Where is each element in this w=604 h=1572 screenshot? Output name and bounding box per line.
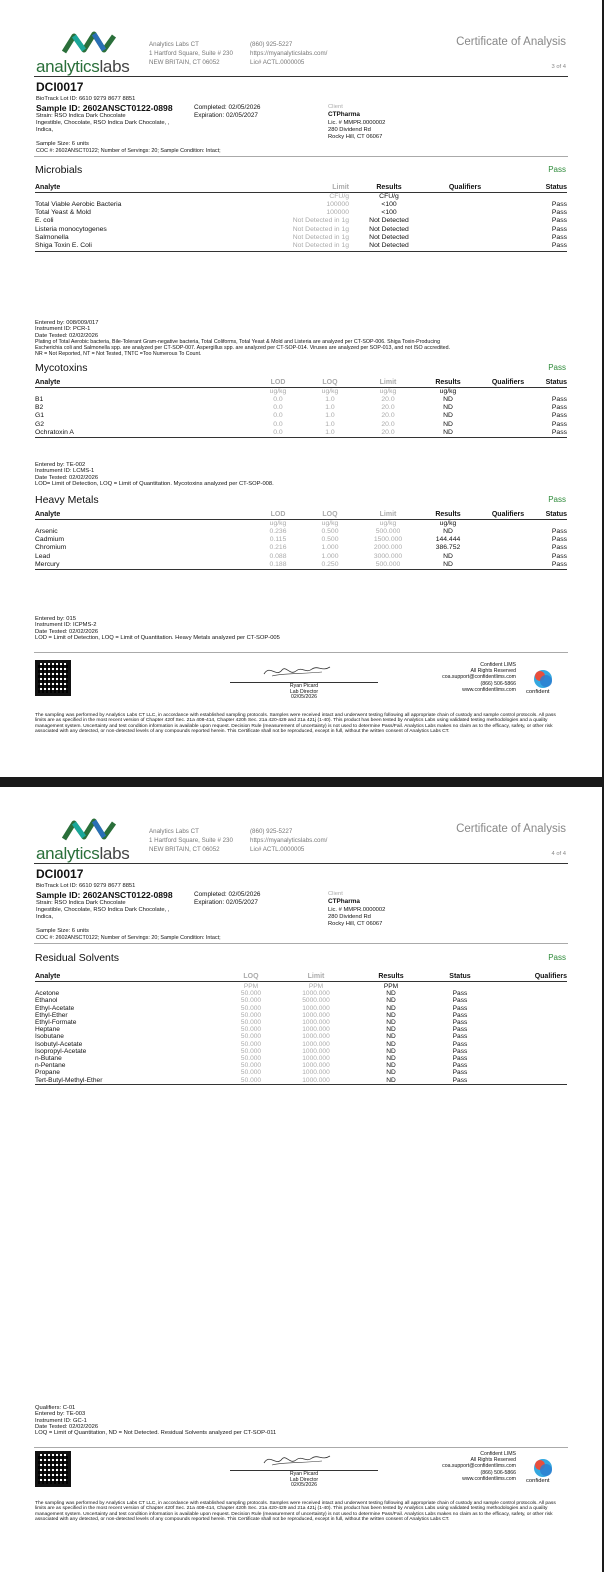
lab-address-line2: NEW BRITAIN, CT 06052	[149, 59, 220, 66]
table-cell: 1000.000	[302, 1011, 330, 1019]
col-status: Status	[537, 511, 567, 519]
table-row: Total Yeast & Mold 100000 <100 Pass	[35, 209, 567, 217]
lims-website[interactable]: www.confidentlims.com	[462, 686, 516, 693]
qr-code-icon[interactable]	[35, 1451, 71, 1487]
table-cell: ND	[386, 997, 396, 1005]
client-address2: Rocky Hill, CT 06067	[328, 134, 383, 140]
table-cell: 5000.000	[302, 997, 330, 1005]
mycotoxins-table	[35, 379, 567, 438]
table-cell: ND	[386, 1055, 396, 1063]
table-cell: ND	[386, 1019, 396, 1027]
residual-solvents-overall-status: Pass	[548, 953, 566, 962]
coc-info: COC #: 2602ANSCT0122; Number of Servings: 20; Sample Condition: Intact;	[36, 935, 221, 941]
table-cell: ND	[386, 1040, 396, 1048]
table-cell: 50.000	[240, 1011, 262, 1019]
table-row: Arsenic 0.236 0.500 500.000 ND Pass	[35, 527, 567, 535]
table-cell: Ethyl-Acetate	[35, 1004, 75, 1012]
header-divider	[34, 863, 568, 864]
table-cell: Pass	[452, 1026, 468, 1034]
completed-date: Completed: 02/05/2026	[194, 891, 261, 898]
units-row: ug/kg ug/kg ug/kg ug/kg	[269, 519, 457, 527]
table-row	[35, 1069, 567, 1076]
table-row	[35, 1048, 567, 1055]
lab-address-line1: 1 Hartford Square, Suite # 230	[149, 50, 233, 57]
matrix-line2: Indica,	[36, 914, 54, 920]
table-cell	[493, 983, 567, 990]
lab-phone: (860) 925-5227	[250, 41, 293, 48]
lims-rights: All Rights Reserved	[470, 1457, 516, 1464]
matrix-line1: Ingestible, Chocolate, RSO Indica Dark Chocolate, ,	[36, 907, 170, 913]
qr-code-icon[interactable]	[35, 660, 71, 696]
lims-name: Confident LIMS	[480, 1451, 516, 1457]
sample-size: Sample Size: 6 units	[36, 141, 89, 147]
table-cell	[493, 1019, 567, 1026]
table-cell: Pass	[452, 1076, 468, 1084]
table-cell: Tert-Butyl-Methyl-Ether	[35, 1076, 103, 1084]
table-cell	[493, 1041, 567, 1048]
table-row: E. coli Not Detected in 1g Not Detected Pass	[35, 217, 567, 225]
col-loq: LOQ	[301, 511, 359, 519]
residual-solvents-title: Residual Solvents	[35, 952, 120, 964]
page-number: 4 of 4	[551, 851, 566, 857]
product-code: DCI0017	[36, 80, 84, 94]
header-divider	[34, 76, 568, 77]
table-cell	[493, 1062, 567, 1069]
col-lod: LOD	[255, 379, 301, 387]
col-qualifiers: Qualifiers	[493, 973, 567, 981]
table-cell: Heptane	[35, 1026, 60, 1034]
table-row	[35, 1041, 567, 1048]
col-results: Results	[349, 184, 429, 192]
table-row: Mercury 0.188 0.250 500.000 ND Pass	[35, 560, 567, 568]
microbials-overall-status: Pass	[548, 165, 566, 174]
completed-date: Completed: 02/05/2026	[194, 104, 261, 111]
client-name: CTPharma	[328, 898, 360, 905]
table-row: Ochratoxin A 0.0 1.0 20.0 ND Pass	[35, 428, 567, 436]
biotrack-id: BioTrack Lot ID: 6610 9279 8677 8851	[36, 96, 136, 102]
col-loq: LOQ	[225, 973, 277, 981]
lab-address-block	[149, 40, 233, 67]
lab-name: Analytics Labs CT	[149, 828, 199, 835]
table-cell: n-Pentane	[35, 1062, 66, 1070]
lab-contact-block	[250, 827, 327, 854]
confident-logo-icon	[532, 1457, 554, 1479]
table-cell	[493, 1055, 567, 1062]
table-cell: PPM	[308, 983, 324, 990]
table-cell: Pass	[452, 1033, 468, 1041]
footer-divider	[34, 652, 568, 653]
col-status: Status	[501, 184, 567, 192]
document-title: Certificate of Analysis	[456, 823, 566, 835]
expiration-date: Expiration: 02/05/2027	[194, 899, 258, 906]
microbials-notes: Entered by: 008/009/017 Instrument ID: PCR-1 Date Tested: 02/02/2026 Plating of Total Aerobic bacteria, Bile-Tolerant Gram-negative bacteria, Total Coliforms, Total Yeast & Mold and Listeria are analyzed per CT-SOP-006. Shiga Toxin-Producing Escherichia coli and Salmonella spp. are analyzed per CT-SOP-007. Aspergillus spp. are analyzed per CT-SOP-014. Viruses are analyzed per SOP-013, and not ISO accredited. NR = Not Reported, NT = Not Tested, TNTC =Too Numerous To Count.	[35, 320, 451, 358]
table-cell: 1000.000	[302, 1047, 330, 1055]
table-cell: ND	[386, 1011, 396, 1019]
table-cell: 50.000	[240, 1076, 262, 1084]
col-status: Status	[427, 973, 493, 981]
table-cell: Ethyl-Formate	[35, 1019, 77, 1027]
expiration-date: Expiration: 02/05/2027	[194, 112, 258, 119]
col-qualifiers: Qualifiers	[479, 379, 537, 387]
table-row	[35, 1019, 567, 1026]
table-cell: ND	[386, 1047, 396, 1055]
table-row	[35, 1062, 567, 1069]
col-analyte: Analyte	[35, 184, 245, 192]
lims-contact-block	[442, 1451, 516, 1482]
table-cell: Pass	[452, 1055, 468, 1063]
table-row: Total Viable Aerobic Bacteria 100000 <100 Pass	[35, 200, 567, 208]
col-analyte: Analyte	[35, 379, 255, 387]
microbials-title: Microbials	[35, 164, 83, 176]
table-row: Salmonella Not Detected in 1g Not Detected Pass	[35, 233, 567, 241]
confident-logo-icon	[532, 668, 554, 690]
lab-phone: (860) 925-5227	[250, 828, 293, 835]
client-address1: 280 Dividend Rd	[328, 914, 371, 920]
signature-icon	[262, 1451, 332, 1469]
col-limit: Limit	[359, 511, 417, 519]
table-cell: Isobutyl-Acetate	[35, 1040, 83, 1048]
table-cell	[493, 1033, 567, 1040]
biotrack-id: BioTrack Lot ID: 6610 9279 8677 8851	[36, 883, 136, 889]
units-row: CFU/g CFU/g	[329, 192, 399, 200]
lab-website: https://myanalyticslabs.com/	[250, 50, 328, 57]
disclaimer: The sampling was performed by Analytics Labs CT LLC, in accordance with established sampling protocols. Samples were received intact and underwent testing following all appropriate chain of custody and sample control protocols. All pass limits are as specified in the most recent version of Chapter 420f Sec. 21a 408-414, Chapter 420h Sec. 21a 420-429 and 21a 421j (1-40). This product has been tested by Analytics Labs using validated testing methodologies and a quality management system. Uncertainty and test condition information is available upon request. Decision Rule (measurement of uncertainty) is not used to determine Pass/Fail. Analytics Labs makes no claim as to the efficacy, safety, or other risk associated with any detected, or non-detected levels of any compounds reported herein. This Certificate shall not be reproduced, except in full, without the written consent of Analytics Labs CT.	[35, 1501, 556, 1522]
mycotoxins-overall-status: Pass	[548, 363, 566, 372]
table-row	[35, 1026, 567, 1033]
lims-phone: (866) 506-5866	[480, 1469, 516, 1476]
lab-address-block	[149, 827, 233, 854]
heavy-metals-table	[35, 511, 567, 570]
table-row	[35, 990, 567, 997]
heavy-metals-title: Heavy Metals	[35, 494, 99, 506]
confident-logo-text: confident	[526, 689, 550, 695]
table-cell: ND	[386, 1076, 396, 1084]
table-cell: ND	[386, 1004, 396, 1012]
units-row: ug/kg ug/kg ug/kg ug/kg	[269, 387, 457, 395]
coc-info: COC #: 2602ANSCT0122; Number of Servings: 20; Sample Condition: Intact;	[36, 148, 221, 154]
signer-title: Lab Director	[289, 1476, 319, 1483]
lab-name: Analytics Labs CT	[149, 41, 199, 48]
table-cell: 50.000	[240, 1033, 262, 1041]
client-license: Lic. # MMPR.0000002	[328, 120, 386, 126]
table-cell: 50.000	[240, 1062, 262, 1070]
client-address1: 280 Dividend Rd	[328, 127, 371, 133]
coa-page-4	[0, 787, 602, 1572]
page-number: 3 of 4	[551, 64, 566, 70]
table-cell: 50.000	[240, 1026, 262, 1034]
logo-wordmark: analyticslabs	[36, 844, 130, 863]
table-cell: Pass	[452, 997, 468, 1005]
table-cell: PPM	[383, 983, 399, 990]
col-limit: Limit	[277, 973, 355, 981]
analytics-labs-logo	[36, 817, 146, 867]
table-cell	[493, 1026, 567, 1033]
lims-contact-block	[442, 662, 516, 693]
table-row: B2 0.0 1.0 20.0 ND Pass	[35, 404, 567, 412]
signer-name: Ryan Picard	[289, 1471, 319, 1477]
sample-divider	[34, 156, 568, 157]
analytics-labs-logo	[36, 30, 146, 80]
signature-icon	[262, 662, 332, 680]
lims-website[interactable]: www.confidentlims.com	[462, 1475, 516, 1482]
table-cell	[493, 1069, 567, 1076]
sample-id: Sample ID: 2602ANSCT0122-0898	[36, 103, 173, 113]
table-cell: 50.000	[240, 1055, 262, 1063]
col-limit: Limit	[245, 184, 349, 192]
lab-contact-block	[250, 40, 327, 67]
table-cell: 1000.000	[302, 1026, 330, 1034]
col-results: Results	[417, 379, 479, 387]
table-cell: Pass	[452, 1011, 468, 1019]
signer-block	[230, 684, 378, 701]
heavy-metals-notes: Entered by: 015 Instrument ID: ICPMS-2 Date Tested: 02/02/2026 LOD = Limit of Detection, LOQ = Limit of Quantitation. Heavy Metals analyzed per CT-SOP-005	[35, 616, 280, 641]
microbials-table	[35, 184, 567, 252]
table-row	[35, 1012, 567, 1019]
table-cell: Acetone	[35, 990, 60, 998]
strain: Strain: RSO Indica Dark Chocolate	[36, 900, 126, 906]
table-cell: ND	[386, 990, 396, 998]
lims-rights: All Rights Reserved	[470, 668, 516, 675]
table-row	[35, 1033, 567, 1040]
table-cell: 1000.000	[302, 1055, 330, 1063]
client-license: Lic. # MMPR.0000002	[328, 907, 386, 913]
lims-email[interactable]: coa.support@confidentlims.com	[442, 674, 516, 681]
table-cell: 50.000	[240, 997, 262, 1005]
table-cell	[493, 997, 567, 1004]
signed-date: 02/05/2026	[291, 694, 317, 701]
table-row: B1 0.0 1.0 20.0 ND Pass	[35, 395, 567, 403]
table-cell: PPM	[243, 983, 259, 990]
table-cell: Isobutane	[35, 1033, 64, 1041]
client-address2: Rocky Hill, CT 06067	[328, 921, 383, 927]
table-cell	[493, 1005, 567, 1012]
table-cell: Propane	[35, 1069, 60, 1077]
table-row: G1 0.0 1.0 20.0 ND Pass	[35, 412, 567, 420]
matrix-line2: Indica,	[36, 127, 54, 133]
table-cell: Ethanol	[35, 997, 58, 1005]
table-row: G2 0.0 1.0 20.0 ND Pass	[35, 420, 567, 428]
col-analyte: Analyte	[35, 511, 255, 519]
lab-website: https://myanalyticslabs.com/	[250, 837, 328, 844]
mycotoxins-notes: Entered by: TE-002 Instrument ID: LCMS-1 Date Tested: 02/02/2026 LOD= Limit of Detection, LOQ = Limit of Quantitation. Mycotoxins analyzed per CT-SOP-008.	[35, 462, 274, 487]
table-cell: n-Butane	[35, 1055, 62, 1063]
table-cell	[35, 983, 225, 990]
table-cell: 1000.000	[302, 1004, 330, 1012]
table-cell: Pass	[452, 1047, 468, 1055]
table-row	[35, 997, 567, 1004]
table-cell	[493, 990, 567, 997]
mycotoxins-title: Mycotoxins	[35, 362, 88, 374]
table-cell: 1000.000	[302, 1019, 330, 1027]
table-row: Shiga Toxin E. Coli Not Detected in 1g Not Detected Pass	[35, 242, 567, 250]
client-label: Client	[328, 104, 343, 110]
sample-id: Sample ID: 2602ANSCT0122-0898	[36, 890, 173, 900]
table-cell: Pass	[452, 1069, 468, 1077]
table-cell: ND	[386, 1026, 396, 1034]
table-cell: 50.000	[240, 1019, 262, 1027]
table-row	[35, 1077, 567, 1085]
table-row: Listeria monocytogenes Not Detected in 1g Not Detected Pass	[35, 225, 567, 233]
table-row: Lead 0.088 1.000 3000.000 ND Pass	[35, 552, 567, 560]
table-cell: ND	[386, 1069, 396, 1077]
table-cell: ND	[386, 1033, 396, 1041]
table-cell: 1000.000	[302, 1033, 330, 1041]
table-cell: 50.000	[240, 1047, 262, 1055]
table-cell: 1000.000	[302, 1069, 330, 1077]
table-cell: 1000.000	[302, 990, 330, 998]
units-row	[35, 983, 567, 990]
table-cell: 1000.000	[302, 1062, 330, 1070]
document-title: Certificate of Analysis	[456, 36, 566, 48]
disclaimer: The sampling was performed by Analytics Labs CT LLC, in accordance with established sampling protocols. Samples were received intact and underwent testing following all appropriate chain of custody and sample control protocols. All pass limits are as specified in the most recent version of Chapter 420f Sec. 21a 408-414, Chapter 420h Sec. 21a 420-429 and 21a 421j (1-40). This product has been tested by Analytics Labs using validated testing methodologies and a quality management system. Uncertainty and test condition information is available upon request. Decision Rule (measurement of uncertainty) is not used to determine Pass/Fail. Analytics Labs makes no claim as to the efficacy, safety, or other risk associated with any detected, or non-detected levels of any compounds reported herein. This Certificate shall not be reproduced, except in full, without the written consent of Analytics Labs CT.	[35, 713, 556, 734]
lims-email[interactable]: coa.support@confidentlims.com	[442, 1463, 516, 1470]
table-cell: Pass	[452, 1040, 468, 1048]
table-cell: 50.000	[240, 1004, 262, 1012]
table-row: Cadmium 0.115 0.500 1500.000 144.444 Pass	[35, 536, 567, 544]
table-cell: 50.000	[240, 1069, 262, 1077]
table-row	[35, 1055, 567, 1062]
table-cell: ND	[386, 1062, 396, 1070]
lims-phone: (866) 506-5866	[480, 680, 516, 687]
table-cell: Pass	[452, 1019, 468, 1027]
lab-address-line2: NEW BRITAIN, CT 06052	[149, 846, 220, 853]
signer-block	[230, 1472, 378, 1489]
col-analyte: Analyte	[35, 973, 225, 981]
residual-solvents-rows	[35, 983, 567, 1085]
table-cell	[493, 1012, 567, 1019]
col-qualifiers: Qualifiers	[479, 511, 537, 519]
table-cell: Pass	[452, 1062, 468, 1070]
coa-page-3	[0, 0, 602, 777]
table-cell: Pass	[452, 990, 468, 998]
heavy-metals-overall-status: Pass	[548, 495, 566, 504]
product-code: DCI0017	[36, 867, 84, 881]
table-cell: 50.000	[240, 990, 262, 998]
signer-title: Lab Director	[289, 688, 319, 695]
matrix-line1: Ingestible, Chocolate, RSO Indica Dark Chocolate, ,	[36, 120, 170, 126]
table-cell: Ethyl-Ether	[35, 1011, 68, 1019]
table-cell: Isopropyl-Acetate	[35, 1047, 87, 1055]
col-results: Results	[417, 511, 479, 519]
table-cell: 1000.000	[302, 1076, 330, 1084]
client-label: Client	[328, 891, 343, 897]
residual-solvents-table	[35, 973, 567, 982]
logo-mark-icon	[62, 817, 122, 843]
col-results: Results	[355, 973, 427, 981]
lab-address-line1: 1 Hartford Square, Suite # 230	[149, 837, 233, 844]
table-cell	[493, 1077, 567, 1085]
confident-logo-text: confident	[526, 1478, 550, 1484]
signer-name: Ryan Picard	[289, 683, 319, 689]
residual-solvents-notes: Qualifiers: C-01 Entered by: TE-003 Instrument ID: GC-1 Date Tested: 02/02/2026 LOQ = Limit of Quantitation, ND = Not Detected. Residual Solvents analyzed per CT-SOP-011	[35, 1405, 277, 1437]
lab-license: Lic# ACTL.0000005	[250, 846, 305, 853]
table-cell	[427, 983, 493, 990]
col-status: Status	[537, 379, 567, 387]
table-row	[35, 1005, 567, 1012]
footer-divider	[34, 1447, 568, 1448]
table-cell: 1000.000	[302, 1040, 330, 1048]
table-cell: Pass	[452, 1004, 468, 1012]
table-row: Chromium 0.216 1.000 2000.000 386.752 Pass	[35, 544, 567, 552]
lab-license: Lic# ACTL.0000005	[250, 59, 305, 66]
sample-divider	[34, 943, 568, 944]
client-name: CTPharma	[328, 111, 360, 118]
col-lod: LOD	[255, 511, 301, 519]
lims-name: Confident LIMS	[480, 662, 516, 668]
table-cell: 50.000	[240, 1040, 262, 1048]
table-cell	[493, 1048, 567, 1055]
strain: Strain: RSO Indica Dark Chocolate	[36, 113, 126, 119]
sample-size: Sample Size: 6 units	[36, 928, 89, 934]
signed-date: 02/05/2026	[291, 1482, 317, 1489]
logo-mark-icon	[62, 30, 122, 56]
logo-wordmark: analyticslabs	[36, 57, 130, 76]
col-loq: LOQ	[301, 379, 359, 387]
col-limit: Limit	[359, 379, 417, 387]
col-qualifiers: Qualifiers	[429, 184, 501, 192]
